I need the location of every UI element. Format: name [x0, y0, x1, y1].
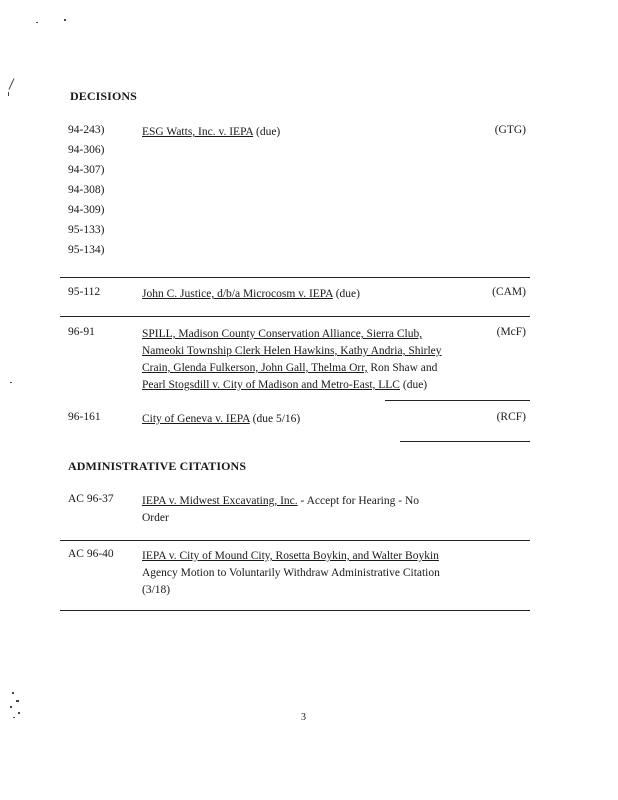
divider [60, 316, 530, 317]
citation-title [142, 548, 472, 599]
divider [385, 400, 530, 401]
case-title-line [142, 377, 472, 394]
citation-title-line: Agency Motion to Voluntarily Withdraw Administrative Citation [142, 567, 440, 579]
case-text: - Accept for Hearing - No [297, 495, 419, 507]
case-title-line [142, 343, 472, 360]
citation-title-line: (3/18) [142, 584, 171, 596]
case-name: ESG Watts, Inc. v. IEPA [142, 126, 254, 138]
case-name: City of Geneva v. IEPA [142, 413, 250, 425]
case-status: (due 5/16) [249, 413, 301, 425]
scan-speck [36, 22, 38, 23]
divider [60, 540, 530, 541]
case-name: Pearl Stogsdill v. City of Madison and Metro-East, LLC [142, 379, 400, 391]
docket-number: 94-308) [68, 184, 105, 196]
docket-number: 94-306) [68, 144, 105, 156]
case-title-line [142, 326, 472, 343]
case-title [142, 286, 472, 303]
judge-initials: (RCF) [496, 411, 526, 423]
scan-speck [10, 382, 12, 383]
citations-heading: ADMINISTRATIVE CITATIONS [68, 459, 247, 473]
divider [400, 441, 530, 442]
divider [60, 610, 530, 611]
scan-speck [13, 717, 15, 718]
case-name: IEPA v. City of Mound City, Rosetta Boykin, and Walter Boykin [142, 550, 439, 562]
case-title [142, 411, 472, 428]
case-status: (due) [332, 288, 360, 300]
scan-speck [18, 712, 20, 714]
docket-number: 96-161 [68, 411, 101, 423]
docket-number: 94-307) [68, 164, 105, 176]
decisions-heading: DECISIONS [70, 89, 137, 103]
scan-speck [9, 78, 15, 89]
case-text: Ron Shaw and [367, 362, 438, 374]
case-status: (due) [253, 126, 281, 138]
docket-number: 96-91 [68, 326, 95, 338]
case-name: Nameoki Township Clerk Helen Hawkins, Kathy Andria, Shirley [142, 345, 442, 357]
judge-initials: (GTG) [494, 124, 526, 136]
scan-speck [8, 92, 9, 96]
case-name: IEPA v. Midwest Excavating, Inc. [142, 495, 298, 507]
case-name: Crain, Glenda Fulkerson, John Gall, Thelma Orr, [142, 362, 368, 374]
scan-speck [12, 692, 14, 694]
judge-initials: (McF) [496, 326, 526, 338]
docket-number: 95-112 [68, 286, 101, 298]
docket-number: 95-134) [68, 244, 105, 256]
scan-speck [10, 706, 12, 708]
judge-initials: (CAM) [492, 286, 526, 298]
citation-title [142, 493, 472, 527]
case-title [142, 124, 472, 141]
docket-number: 94-243) [68, 124, 105, 136]
case-name: SPILL, Madison County Conservation Alliance, Sierra Club, [142, 328, 423, 340]
citation-number: AC 96-40 [68, 548, 114, 560]
case-title [142, 326, 472, 394]
divider [60, 277, 530, 278]
citation-number: AC 96-37 [68, 493, 114, 505]
citation-title-line [142, 493, 472, 510]
scan-speck [64, 19, 66, 21]
case-status: (due) [399, 379, 428, 391]
page-number: 3 [301, 712, 306, 723]
case-title-line [142, 360, 472, 377]
case-name: John C. Justice, d/b/a Microcosm v. IEPA [142, 288, 333, 300]
docket-number: 94-309) [68, 204, 105, 216]
citation-title-line: Order [142, 512, 169, 524]
scan-speck [16, 700, 19, 702]
docket-number: 95-133) [68, 224, 105, 236]
